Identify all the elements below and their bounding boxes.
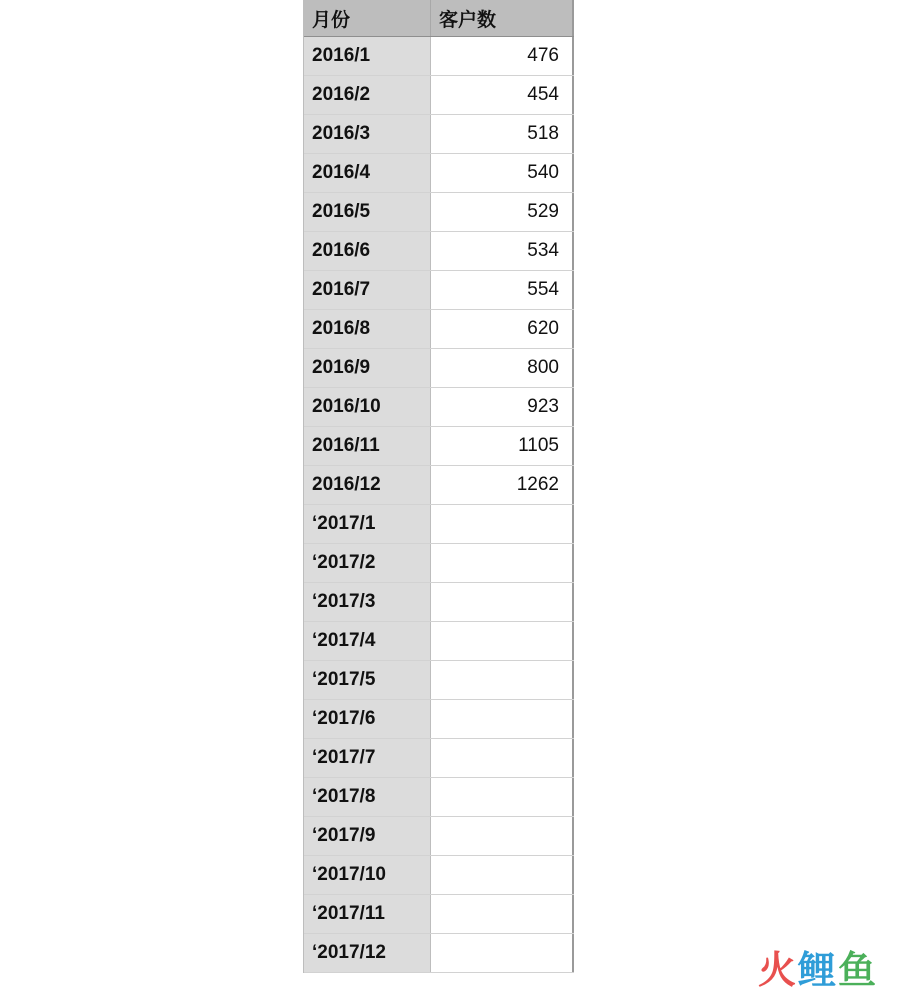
cell-customers[interactable]: 534 [431,232,574,270]
cell-month[interactable]: ‘2017/7 [304,739,431,777]
cell-month[interactable]: ‘2017/5 [304,661,431,699]
cell-customers[interactable]: 529 [431,193,574,231]
cell-customers[interactable] [431,700,574,738]
table-row [304,466,574,505]
cell-customers[interactable] [431,856,574,894]
cell-month[interactable]: 2016/2 [304,76,431,114]
cell-customers[interactable] [431,505,574,543]
cell-month[interactable]: 2016/10 [304,388,431,426]
cell-customers[interactable] [431,895,574,933]
table-row [304,232,574,271]
cell-month[interactable]: ‘2017/9 [304,817,431,855]
cell-month[interactable]: 2016/4 [304,154,431,192]
cell-month[interactable]: 2016/3 [304,115,431,153]
cell-customers[interactable] [431,622,574,660]
cell-customers[interactable]: 454 [431,76,574,114]
cell-month[interactable]: 2016/1 [304,37,431,75]
cell-customers[interactable] [431,661,574,699]
cell-customers[interactable]: 476 [431,37,574,75]
table-row [304,310,574,349]
cell-customers[interactable]: 518 [431,115,574,153]
column-header-month[interactable]: 月份 [304,0,431,36]
table-row [304,349,574,388]
spreadsheet-table [303,0,574,973]
cell-month[interactable]: ‘2017/4 [304,622,431,660]
table-row [304,739,574,778]
watermark-char-3: 鱼 [837,948,878,992]
cell-customers[interactable] [431,817,574,855]
table-row [304,388,574,427]
table-row [304,934,574,973]
table-header-row [304,0,574,37]
cell-month[interactable]: 2016/9 [304,349,431,387]
cell-customers[interactable] [431,583,574,621]
cell-month[interactable]: ‘2017/12 [304,934,431,972]
watermark-char-1: 火 [757,948,798,992]
cell-month[interactable]: ‘2017/10 [304,856,431,894]
cell-month[interactable]: 2016/5 [304,193,431,231]
cell-month[interactable]: ‘2017/8 [304,778,431,816]
table-row [304,76,574,115]
table-row [304,193,574,232]
watermark-logo [758,939,878,994]
cell-month[interactable]: 2016/11 [304,427,431,465]
table-row [304,661,574,700]
table-row [304,37,574,76]
cell-customers[interactable]: 620 [431,310,574,348]
cell-customers[interactable] [431,934,574,972]
cell-month[interactable]: ‘2017/1 [304,505,431,543]
cell-month[interactable]: 2016/8 [304,310,431,348]
table-row [304,895,574,934]
table-row [304,622,574,661]
table-row [304,583,574,622]
cell-customers[interactable]: 1262 [431,466,574,504]
table-row [304,700,574,739]
cell-month[interactable]: ‘2017/3 [304,583,431,621]
table-row [304,115,574,154]
table-row [304,271,574,310]
cell-customers[interactable] [431,739,574,777]
table-row [304,544,574,583]
cell-month[interactable]: ‘2017/6 [304,700,431,738]
cell-month[interactable]: ‘2017/2 [304,544,431,582]
cell-customers[interactable]: 554 [431,271,574,309]
column-header-customers[interactable]: 客户数 [431,0,574,36]
table-row [304,856,574,895]
table-row [304,505,574,544]
cell-customers[interactable] [431,544,574,582]
cell-customers[interactable]: 1105 [431,427,574,465]
cell-customers[interactable]: 923 [431,388,574,426]
table-row [304,817,574,856]
cell-month[interactable]: 2016/12 [304,466,431,504]
cell-customers[interactable]: 800 [431,349,574,387]
cell-month[interactable]: 2016/7 [304,271,431,309]
cell-customers[interactable] [431,778,574,816]
cell-month[interactable]: ‘2017/11 [304,895,431,933]
cell-month[interactable]: 2016/6 [304,232,431,270]
cell-customers[interactable]: 540 [431,154,574,192]
table-body [304,37,574,973]
table-row [304,154,574,193]
table-row [304,778,574,817]
table-row [304,427,574,466]
watermark-char-2: 鲤 [797,948,838,992]
